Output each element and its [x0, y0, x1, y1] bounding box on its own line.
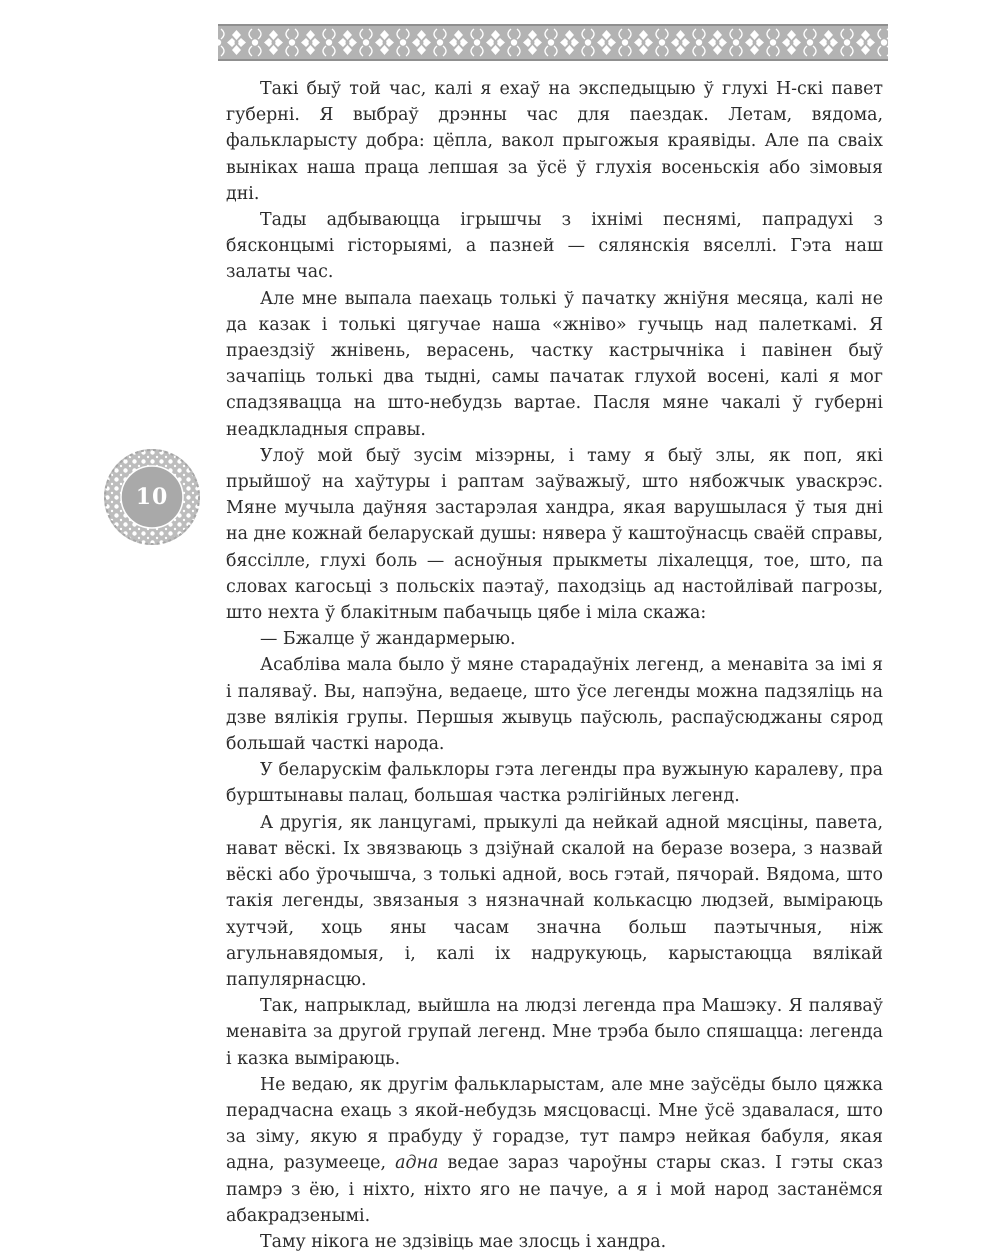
paragraph [226, 286, 883, 443]
paragraph-text: У беларускім фальклоры гэта легенды пра вужыную каралеву, пра бурштынавы палац, большая частка рэлігійных легенд. [226, 760, 883, 807]
paragraph-text: Таму нікога не здзівіць мае злосць і хандра. [260, 1231, 667, 1252]
paragraph [226, 76, 883, 207]
body-text [226, 76, 883, 1255]
paragraph-text: — Бжалце ў жандармерыю. [260, 629, 516, 650]
paragraph [226, 207, 883, 286]
paragraph-text: А другія, як ланцугамі, прыкулі да нейкай адной мясціны, павета, нават вёскі. Іх звязваюць з дзіўнай скалой на беразе возера, з назвай вёскі або ўрочышча, з толькі адной, вось гэтай, пячорай. Вядома, што такія легенды, звязаныя з нязначнай колькасцю людзей, выміраюць хутчэй, хоць яны часам значна больш паэтычныя, ніж агульнавядомыя, і, калі іх надрукуюць, карыстаюцца вялікай папулярнасцю. [226, 812, 883, 990]
paragraph-text: Тады адбываюцца ігрышчы з іхнімі песнямі, папрадухі з бясконцымі гісторыямі, а пазней — сялянскія вяселлі. Гэта наш залаты час. [226, 210, 883, 283]
ornament-pattern-icon [218, 26, 888, 59]
paragraph [226, 1229, 883, 1255]
paragraph [226, 652, 883, 757]
paragraph-text: ведае зараз чароўны стары сказ. І гэты сказ памрэ з ёю, і ніхто, ніхто яго не пачуе, а я і мой народ застанёмся абакрадзенымі. [226, 1153, 884, 1226]
paragraph-text: Так, напрыклад, выйшла на людзі легенда пра Машэку. Я паляваў менавіта за другой групай легенд. Мне трэба было спяшацца: легенда і казка выміраюць. [226, 996, 883, 1069]
page-number-badge [103, 448, 201, 546]
paragraph [226, 443, 883, 626]
paragraph [226, 757, 883, 809]
paragraph [226, 1072, 883, 1229]
paragraph [226, 626, 883, 652]
paragraph-text: Але мне выпала паехаць толькі ў пачатку жніўня месяца, калі не да казак і толькі цягучае наша «жніво» гучыць над палеткамі. Я праездзіў жнівень, верасень, частку кастрычніка і павінен быў зачапіць толькі два тыдні, самы пачатак глухой восені, калі я мог спадзявацца на што-небудзь вартае. Пасля мяне чакалі ў губерні неадкладныя справы. [226, 288, 883, 440]
paragraph [226, 993, 883, 1072]
paragraph-text: Не ведаю, як другім фалькларыстам, але мне заўсёды было цяжка перадчасна ехаць з якой-небудзь мясцовасці. Мне ўсё здавалася, што за зіму, якую я прабуду ў горадзе, тут памрэ нейкая бабуля, якая адна, разумееце, [226, 1074, 883, 1174]
paragraph-text: Улоў мой быў зусім мізэрны, і таму я быў злы, як поп, які прыйшоў на хаўтуры і раптам заўважыў, што нябожчык уваскрэс. Мяне мучыла даўняя застарэлая хандра, якая варушылася ў тыя дні на дне кожнай беларускай душы: нявера ў каштоўнасць сваёй справы, бяссілле, глухі боль — асноўныя прыкметы ліхалецця, тое, што, па словах кагосьці з польскіх паэтаў, паходзіць ад настойлівай пагрозы, што нехта ў блакітным пабачыць цябе і міла скажа: [226, 445, 883, 624]
page-number: 10 [135, 484, 169, 510]
paragraph [226, 810, 883, 993]
header-ornament-band [218, 24, 888, 61]
paragraph-text: Асабліва мала было ў мяне старадаўніх легенд, а менавіта за імі я і паляваў. Вы, напэўна, ведаеце, што ўсе легенды можна падзяліць на дзве вялікія групы. Першыя жывуць паўсюль, распаўсюджаны сярод большай часткі народа. [226, 655, 883, 755]
paragraph-text: Такі быў той час, калі я ехаў на экспедыцыю ў глухі Н-скі павет губерні. Я выбраў дрэнны час для паездак. Летам, вядома, фалькларысту добра: цёпла, вакол прыгожыя краявіды. Але па сваіх выніках наша праца лепшая за ўсё ў глухія восеньскія або зімовыя дні. [226, 79, 883, 204]
emphasized-word: адна [395, 1153, 439, 1174]
